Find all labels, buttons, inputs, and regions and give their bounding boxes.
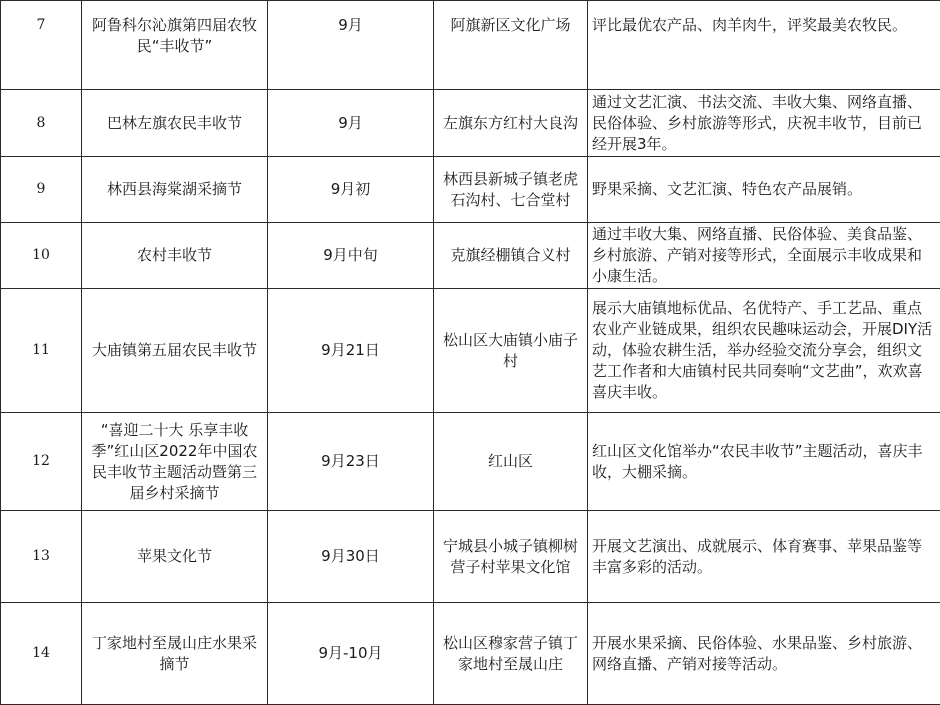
row-number: 14 — [1, 603, 82, 705]
festival-date: 9月 — [268, 1, 434, 90]
festival-place: 松山区大庙镇小庙子村 — [434, 289, 588, 413]
festival-place: 林西县新城子镇老虎石沟村、七合堂村 — [434, 157, 588, 223]
row-number: 8 — [1, 90, 82, 157]
festival-description: 红山区文化馆举办“农民丰收节”主题活动，喜庆丰收，大棚采摘。 — [588, 413, 940, 511]
festival-description: 开展文艺演出、成就展示、体育赛事、苹果品鉴等丰富多彩的活动。 — [588, 511, 940, 603]
festival-name: 苹果文化节 — [82, 511, 268, 603]
festival-place: 左旗东方红村大良沟 — [434, 90, 588, 157]
festival-place: 阿旗新区文化广场 — [434, 1, 588, 90]
table-row — [1, 1, 940, 90]
row-number: 13 — [1, 511, 82, 603]
festival-description: 通过文艺汇演、书法交流、丰收大集、网络直播、民俗体验、乡村旅游等形式，庆祝丰收节，目前已经开展3年。 — [588, 90, 940, 157]
festival-place: 克旗经棚镇合义村 — [434, 223, 588, 289]
festival-date: 9月 — [268, 90, 434, 157]
festival-description: 野果采摘、文艺汇演、特色农产品展销。 — [588, 157, 940, 223]
festival-date: 9月中旬 — [268, 223, 434, 289]
festival-name: 阿鲁科尔沁旗第四届农牧民“丰收节” — [82, 1, 268, 90]
festival-date: 9月-10月 — [268, 603, 434, 705]
table-row — [1, 511, 940, 603]
festival-name: 丁家地村至晟山庄水果采摘节 — [82, 603, 268, 705]
table-row — [1, 603, 940, 705]
row-number: 7 — [1, 1, 82, 90]
festival-name: 农村丰收节 — [82, 223, 268, 289]
festival-description: 开展水果采摘、民俗体验、水果品鉴、乡村旅游、网络直播、产销对接等活动。 — [588, 603, 940, 705]
row-number: 9 — [1, 157, 82, 223]
festival-place: 宁城县小城子镇柳树营子村苹果文化馆 — [434, 511, 588, 603]
festival-date: 9月23日 — [268, 413, 434, 511]
row-number: 10 — [1, 223, 82, 289]
table-row — [1, 157, 940, 223]
row-number: 11 — [1, 289, 82, 413]
festival-date: 9月30日 — [268, 511, 434, 603]
festival-description: 评比最优农产品、肉羊肉牛，评奖最美农牧民。 — [588, 1, 940, 90]
festival-place: 松山区穆家营子镇丁家地村至晟山庄 — [434, 603, 588, 705]
festival-description: 通过丰收大集、网络直播、民俗体验、美食品鉴、乡村旅游、产销对接等形式，全面展示丰收成果和小康生活。 — [588, 223, 940, 289]
table-row — [1, 90, 940, 157]
festival-name: 大庙镇第五届农民丰收节 — [82, 289, 268, 413]
table-row — [1, 289, 940, 413]
row-number: 12 — [1, 413, 82, 511]
table-row — [1, 413, 940, 511]
table-row — [1, 223, 940, 289]
festival-name: 林西县海棠湖采摘节 — [82, 157, 268, 223]
festival-place: 红山区 — [434, 413, 588, 511]
festival-date: 9月初 — [268, 157, 434, 223]
festival-name: 巴林左旗农民丰收节 — [82, 90, 268, 157]
festival-date: 9月21日 — [268, 289, 434, 413]
festival-name: “喜迎二十大 乐享丰收季”红山区2022年中国农民丰收节主题活动暨第三届乡村采摘节 — [82, 413, 268, 511]
festival-description: 展示大庙镇地标优品、名优特产、手工艺品、重点农业产业链成果，组织农民趣味运动会，开展DIY活动，体验农耕生活，举办经验交流分享会，组织文艺工作者和大庙镇村民共同奏响“文艺曲”，欢欢喜喜庆丰收。 — [588, 289, 940, 413]
